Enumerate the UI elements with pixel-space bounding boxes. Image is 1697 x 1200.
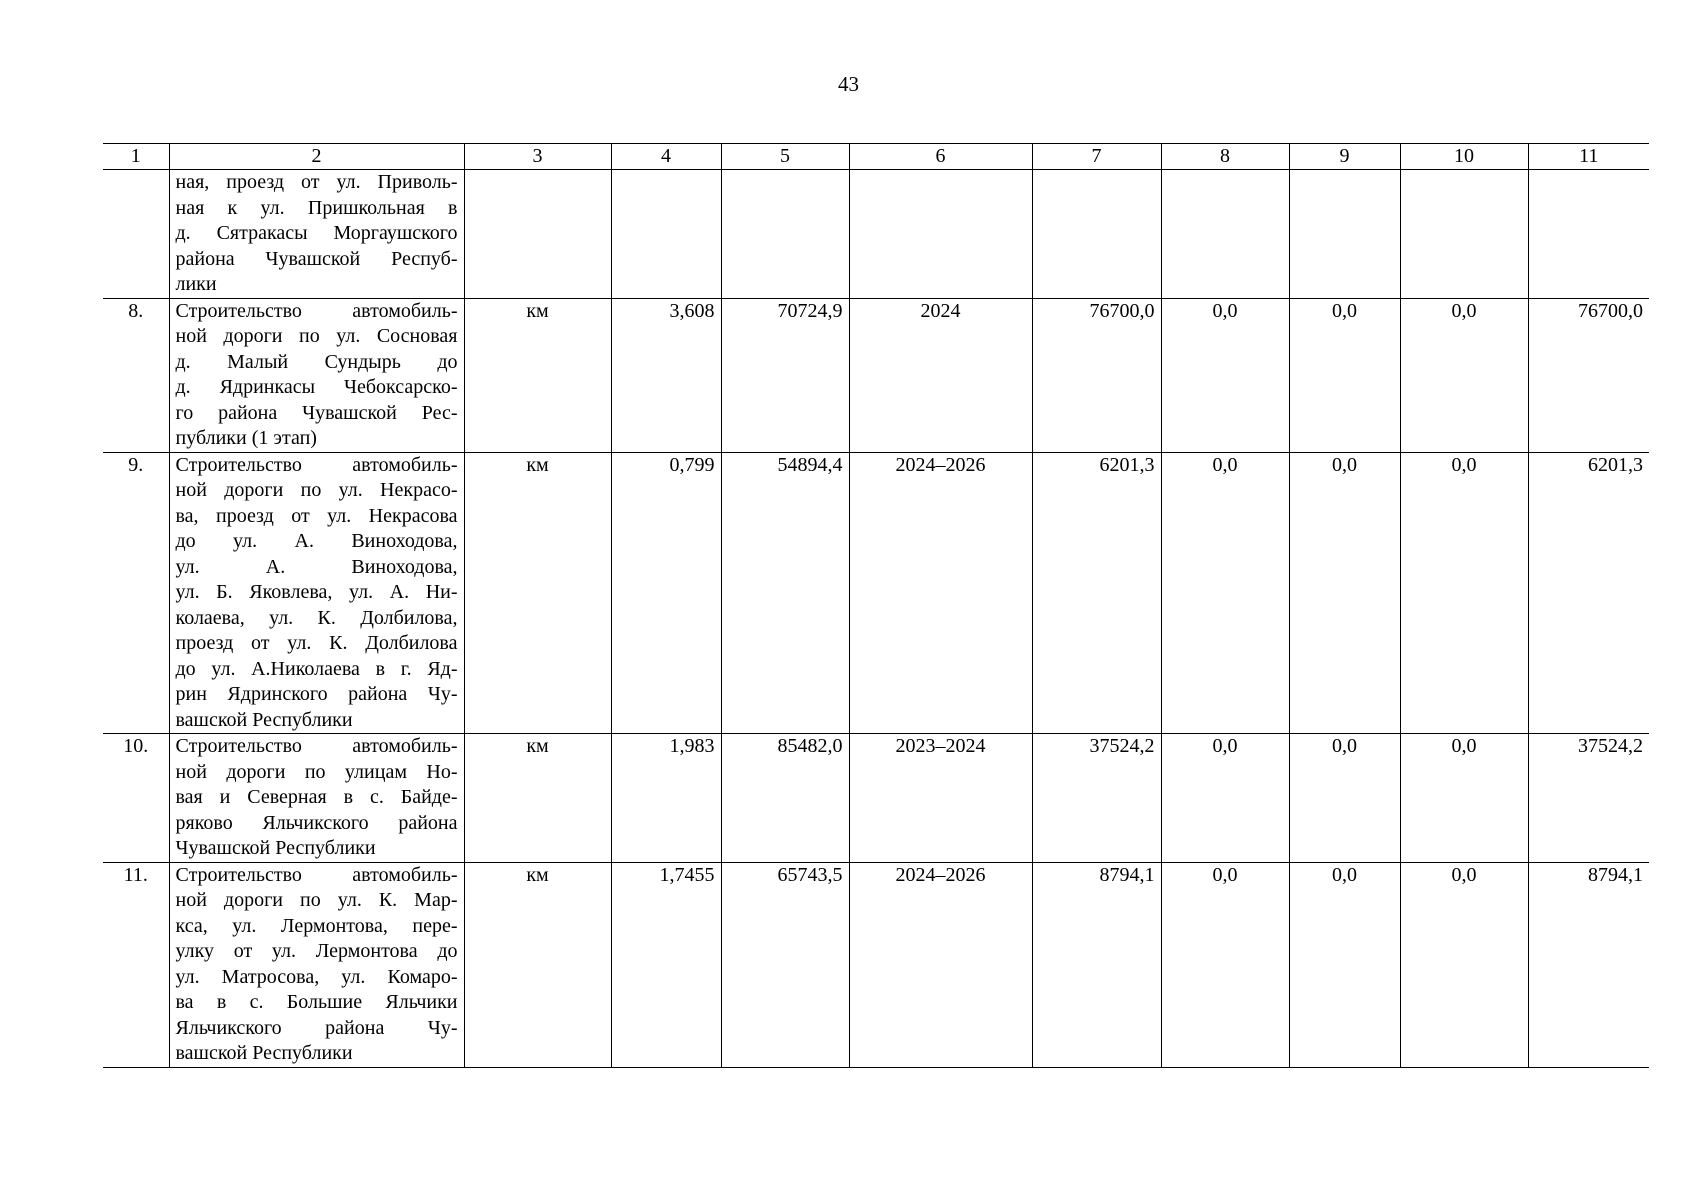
- cost-cell: [721, 170, 849, 299]
- column-header: 8: [1161, 144, 1289, 170]
- row-number: 10.: [103, 734, 169, 863]
- unit-cell: км: [464, 452, 611, 734]
- local-cell: 0,0: [1400, 734, 1528, 863]
- local-cell: [1400, 170, 1528, 299]
- federal-cell: 0,0: [1161, 862, 1289, 1067]
- cost-cell: 70724,9: [721, 298, 849, 452]
- object-name: [169, 170, 464, 299]
- object-name-line: ная к ул. Пришкольная в: [175, 196, 458, 219]
- row-number: 9.: [103, 452, 169, 734]
- object-name-line: го района Чувашской Рес-: [175, 401, 458, 424]
- period-cell: 2024: [849, 298, 1032, 452]
- row-number: [103, 170, 169, 299]
- federal-cell: 0,0: [1161, 452, 1289, 734]
- federal-cell: [1161, 170, 1289, 299]
- column-header: 4: [611, 144, 721, 170]
- table-row: [103, 862, 1649, 1067]
- object-name-line: лики: [175, 273, 217, 295]
- column-header: 10: [1400, 144, 1528, 170]
- object-name-line: вашской Республики: [175, 1042, 353, 1064]
- object-name: [169, 298, 464, 452]
- other-cell: 6201,3: [1528, 452, 1649, 734]
- object-name-line: ной дороги по ул. К. Мар-: [175, 889, 458, 911]
- object-name-line: колаева, ул. К. Долбилова,: [175, 606, 458, 629]
- object-name-line: ряково Яльчикского района: [175, 811, 458, 834]
- republic-cell: 0,0: [1289, 452, 1400, 734]
- page-number: 43: [838, 72, 859, 96]
- other-cell: 8794,1: [1528, 862, 1649, 1067]
- object-name-line: ной дороги по улицам Но-: [175, 760, 458, 783]
- header-row: [103, 144, 1649, 170]
- total-cell: [1032, 170, 1161, 299]
- object-name-line: кса, ул. Лермонтова, пере-: [175, 914, 458, 937]
- other-cell: 37524,2: [1528, 734, 1649, 863]
- republic-cell: 0,0: [1289, 298, 1400, 452]
- object-name: [169, 452, 464, 734]
- period-cell: 2023–2024: [849, 734, 1032, 863]
- column-header: 5: [721, 144, 849, 170]
- unit-cell: км: [464, 298, 611, 452]
- capacity-cell: 1,983: [611, 734, 721, 863]
- table-row: [103, 170, 1649, 299]
- object-name-line: д. Сятракасы Моргаушского: [175, 222, 458, 244]
- object-name-line: до ул. А.Николаева в г. Яд-: [175, 657, 458, 680]
- object-name-line: Строительство автомобиль-: [175, 299, 458, 322]
- object-name-line: ной дороги по ул. Некрасо-: [175, 479, 458, 501]
- column-header: 11: [1528, 144, 1649, 170]
- period-cell: [849, 170, 1032, 299]
- unit-cell: км: [464, 862, 611, 1067]
- object-name-line: ул. Матросова, ул. Комаро-: [175, 965, 458, 988]
- other-cell: [1528, 170, 1649, 299]
- object-name-line: ная, проезд от ул. Приволь-: [175, 171, 458, 193]
- unit-cell: км: [464, 734, 611, 863]
- column-header: 1: [103, 144, 169, 170]
- row-number: 8.: [103, 298, 169, 452]
- total-cell: 37524,2: [1032, 734, 1161, 863]
- period-cell: 2024–2026: [849, 862, 1032, 1067]
- object-name-line: Строительство автомобиль-: [175, 453, 458, 476]
- total-cell: 76700,0: [1032, 298, 1161, 452]
- object-name-line: ул. Б. Яковлева, ул. А. Ни-: [175, 581, 458, 603]
- object-name-line: вая и Северная в с. Байде-: [175, 786, 458, 808]
- local-cell: 0,0: [1400, 452, 1528, 734]
- capacity-cell: [611, 170, 721, 299]
- object-name-line: д. Ядринкасы Чебоксарско-: [175, 376, 458, 398]
- object-name-line: Яльчикского района Чу-: [175, 1016, 458, 1039]
- object-name-line: ной дороги по ул. Сосновая: [175, 325, 458, 347]
- column-header: 9: [1289, 144, 1400, 170]
- object-name-line: ва, проезд от ул. Некрасова: [175, 504, 458, 527]
- object-name: [169, 734, 464, 863]
- republic-cell: 0,0: [1289, 734, 1400, 863]
- republic-cell: [1289, 170, 1400, 299]
- capacity-cell: 0,799: [611, 452, 721, 734]
- capacity-cell: 1,7455: [611, 862, 721, 1067]
- cost-cell: 85482,0: [721, 734, 849, 863]
- local-cell: 0,0: [1400, 298, 1528, 452]
- column-header: 6: [849, 144, 1032, 170]
- cost-cell: 65743,5: [721, 862, 849, 1067]
- federal-cell: 0,0: [1161, 734, 1289, 863]
- object-name-line: рин Ядринского района Чу-: [175, 683, 458, 705]
- object-name-line: Чувашской Республики: [175, 837, 376, 859]
- table-row: [103, 734, 1649, 863]
- row-number: 11.: [103, 862, 169, 1067]
- other-cell: 76700,0: [1528, 298, 1649, 452]
- object-name-line: ва в с. Большие Яльчики: [175, 991, 458, 1013]
- object-name-line: д. Малый Сундырь до: [175, 350, 458, 373]
- capacity-cell: 3,608: [611, 298, 721, 452]
- object-name-line: вашской Республики: [175, 708, 353, 731]
- column-header: 2: [169, 144, 464, 170]
- republic-cell: 0,0: [1289, 862, 1400, 1067]
- column-header: 3: [464, 144, 611, 170]
- total-cell: 6201,3: [1032, 452, 1161, 734]
- cost-cell: 54894,4: [721, 452, 849, 734]
- total-cell: 8794,1: [1032, 862, 1161, 1067]
- federal-cell: 0,0: [1161, 298, 1289, 452]
- table-row: [103, 452, 1649, 734]
- column-header: 7: [1032, 144, 1161, 170]
- data-table: [103, 143, 1649, 1068]
- period-cell: 2024–2026: [849, 452, 1032, 734]
- object-name-line: улку от ул. Лермонтова до: [175, 940, 458, 962]
- object-name-line: проезд от ул. К. Долбилова: [175, 632, 458, 654]
- table-row: [103, 298, 1649, 452]
- object-name-line: до ул. А. Виноходова,: [175, 530, 458, 552]
- object-name-line: района Чувашской Респуб-: [175, 247, 458, 270]
- object-name-line: ул. А. Виноходова,: [175, 555, 458, 578]
- object-name: [169, 862, 464, 1067]
- object-name-line: Строительство автомобиль-: [175, 863, 458, 886]
- object-name-line: Строительство автомобиль-: [175, 735, 458, 757]
- local-cell: 0,0: [1400, 862, 1528, 1067]
- unit-cell: [464, 170, 611, 299]
- object-name-line: публики (1 этап): [175, 427, 317, 449]
